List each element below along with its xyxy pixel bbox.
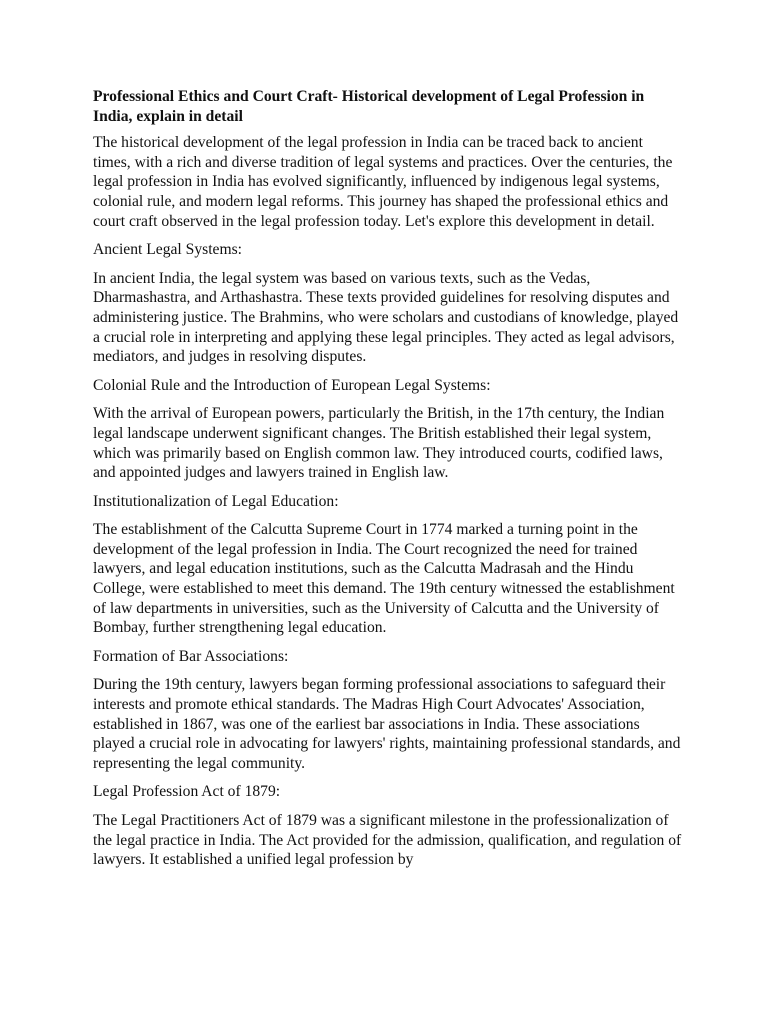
document-page — [93, 87, 683, 879]
section-heading-bar-associations: Formation of Bar Associations: — [93, 647, 289, 665]
section-heading-colonial-rule: Colonial Rule and the Introduction of European Legal Systems: — [93, 376, 491, 394]
section-body-colonial-rule: With the arrival of European powers, particularly the British, in the 17th century, the Indian legal landscape underwent significant changes. The British established their legal system, which was primarily based on English common law. They introduced courts, codified laws, and appointed judges and lawyers trained in English law. — [93, 405, 665, 482]
intro-paragraph: The historical development of the legal profession in India can be traced back to ancient times, with a rich and diverse tradition of legal systems and practices. Over the centuries, the legal profession in India has evolved significantly, influenced by indigenous legal systems, colonial rule, and modern legal reforms. This journey has shaped the professional ethics and court craft observed in the legal profession today. Let's explore this development in detail. — [93, 134, 673, 230]
section-body-ancient-legal-systems: In ancient India, the legal system was based on various texts, such as the Vedas, Dharmashastra, and Arthashastra. These texts provided guidelines for resolving disputes and administering justice. The Brahmins, who were scholars and custodians of knowledge, played a crucial role in interpreting and applying these legal principles. They acted as legal advisors, mediators, and judges in resolving disputes. — [93, 269, 679, 366]
section-body-bar-associations: During the 19th century, lawyers began forming professional associations to safeguard their interests and promote ethical standards. The Madras High Court Advocates' Association, established in 1867, was one of the earliest bar associations in India. These associations played a crucial role in advocating for lawyers' rights, maintaining professional standards, and representing the legal community. — [93, 676, 681, 772]
section-body-legal-profession-act: The Legal Practitioners Act of 1879 was a significant milestone in the professionalization of the legal practice in India. The Act provided for the admission, qualification, and regulation of lawyers. It established a unified legal profession by — [93, 812, 682, 869]
section-heading-legal-education: Institutionalization of Legal Education: — [93, 492, 339, 510]
section-heading-legal-profession-act: Legal Profession Act of 1879: — [93, 783, 281, 801]
section-heading-ancient-legal-systems: Ancient Legal Systems: — [93, 241, 242, 259]
document-title: Professional Ethics and Court Craft- Historical development of Legal Profession in India, explain in detail — [93, 88, 645, 125]
section-body-legal-education: The establishment of the Calcutta Supreme Court in 1774 marked a turning point in the development of the legal profession in India. The Court recognized the need for trained lawyers, and legal education institutions, such as the Calcutta Madrasah and the Hindu College, were established to meet this demand. The 19th century witnessed the establishment of law departments in universities, such as the University of Calcutta and the University of Bombay, further strengthening legal education. — [93, 521, 675, 637]
